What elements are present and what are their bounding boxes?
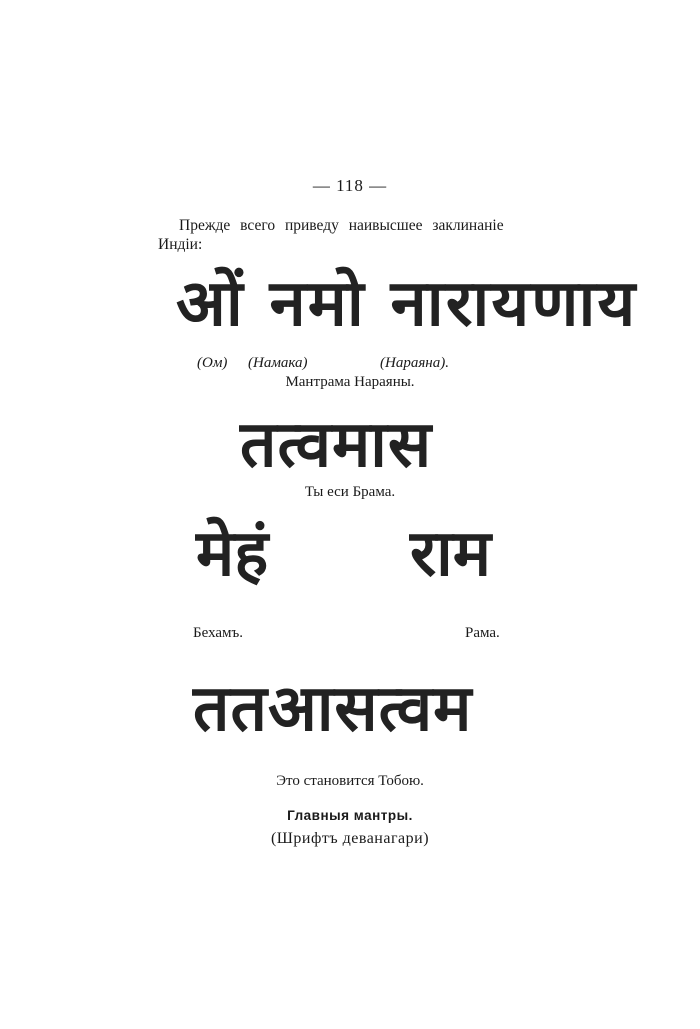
- caption-rama: Рама.: [465, 625, 500, 641]
- caption-becomes-you: Это становится Тобою.: [276, 773, 424, 789]
- section-heading: Главныя мантры.: [287, 808, 413, 823]
- caption-beham: Бехамъ.: [193, 625, 244, 641]
- gloss-om: (Ом): [197, 355, 228, 371]
- beham-devanagari: मेहं: [196, 517, 269, 591]
- page-number: — 118 —: [312, 176, 388, 195]
- caption-mantra-narayana: Мантрама Нараяны.: [285, 374, 415, 390]
- intro-line-1: Прежде всего приведу наивысшее заклинаніе: [179, 217, 504, 234]
- mantra-narayana-devanagari: ओं नमो नारायणाय: [176, 267, 638, 341]
- section-subheading: (Шрифтъ деванагари): [270, 830, 430, 847]
- gloss-narayana: (Нараяна).: [380, 355, 449, 371]
- rama-devanagari: राम: [410, 517, 492, 591]
- caption-tattvamasi: Ты еси Брама.: [304, 484, 396, 500]
- intro-paragraph: [158, 216, 550, 254]
- gloss-namaka: (Намака): [248, 355, 308, 371]
- tattvamasi-devanagari: तत्वमास: [240, 408, 433, 482]
- tat-asi-tvam-devanagari: ततआसत्वम: [193, 672, 473, 746]
- intro-line-2: Индіи:: [158, 236, 203, 253]
